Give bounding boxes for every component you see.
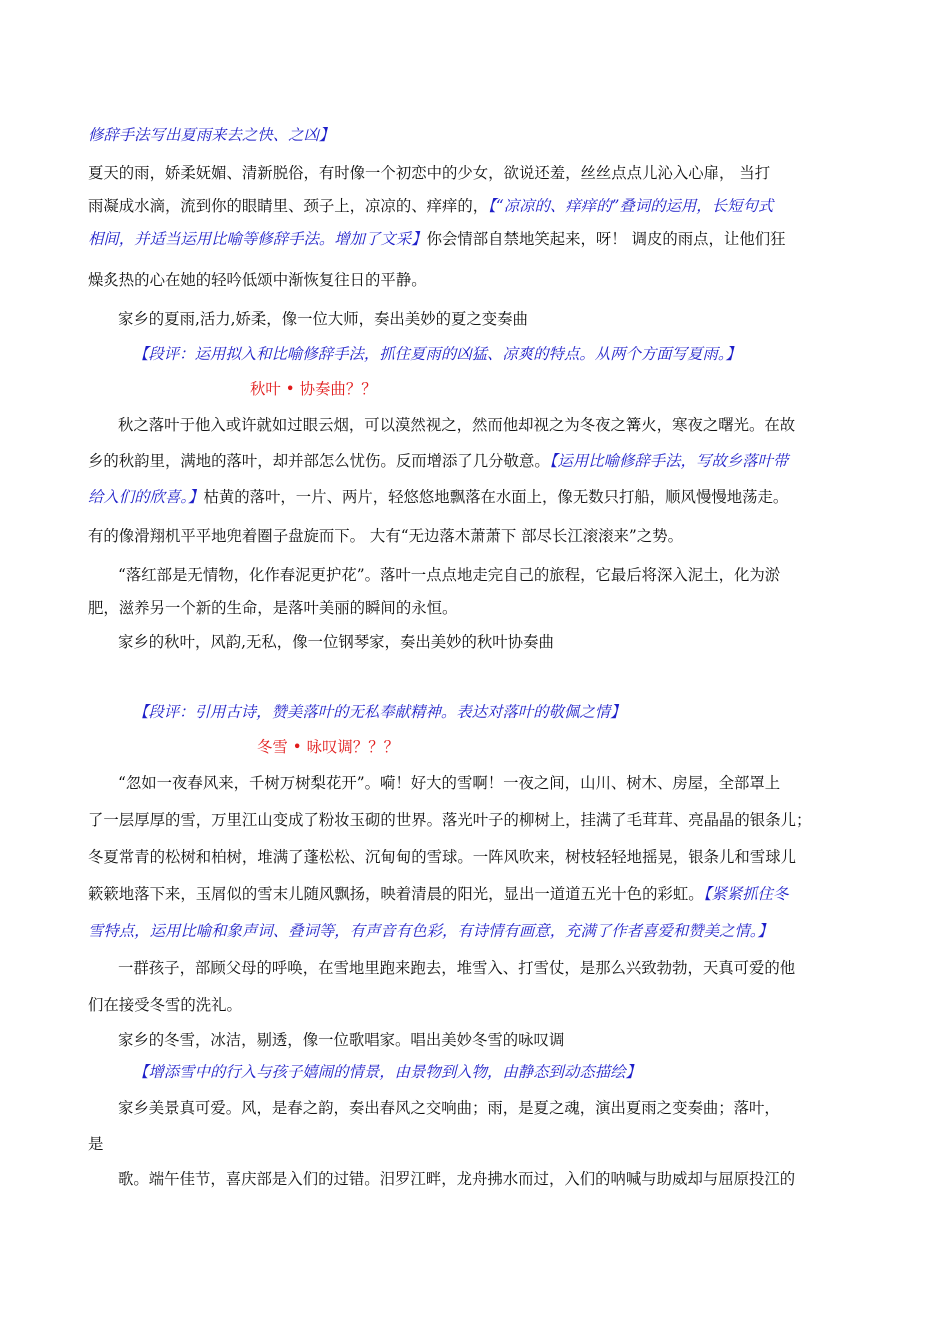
body-text: 秋之落叶于他入或许就如过眼云烟，可以漠然视之，然而他却视之为冬夜之篝火，寒夜之曙光。在故 xyxy=(118,416,796,434)
body-text: 有的像滑翔机平平地兜着圈子盘旋而下。 大有“无边落木萧萧下 部尽长江滚滚来”之势。 xyxy=(88,527,683,545)
document-line xyxy=(118,632,898,652)
paragraph-comment: 【段评：引用古诗，赞美落叶的无私奉献精神。表达对落叶的敬佩之情】 xyxy=(133,703,626,721)
document-line xyxy=(88,995,868,1015)
document-line xyxy=(88,487,868,507)
body-text: 夏天的雨，娇柔妩媚、清新脱俗，有时像一个初恋中的少女，欲说还羞，丝丝点点儿沁入心扉， 当打 xyxy=(88,164,771,182)
document-line xyxy=(88,884,868,904)
document-line xyxy=(88,526,868,546)
document-line xyxy=(88,598,868,618)
document-line xyxy=(118,958,898,978)
body-text: 肥，滋养另一个新的生命，是落叶美丽的瞬间的永恒。 xyxy=(88,599,458,617)
section-heading xyxy=(250,379,950,399)
annotation-text: 修辞手法写出夏雨来去之快、之凶】 xyxy=(88,126,335,144)
document-line xyxy=(133,702,913,722)
document-line xyxy=(118,1098,898,1118)
document-line xyxy=(118,565,898,585)
document-line xyxy=(118,1169,898,1189)
body-text: 雨凝成水滴，流到你的眼睛里、颈子上，凉凉的、痒痒的， xyxy=(88,197,489,215)
document-line xyxy=(88,125,868,145)
document-line xyxy=(118,773,898,793)
annotation-text: 给入们的欣喜。】 xyxy=(88,488,204,506)
body-text: 燥炙热的心在她的轻吟低颂中渐恢复往日的平静。 xyxy=(88,271,427,289)
document-line xyxy=(133,344,913,364)
paragraph-comment: 【段评：运用拟入和比喻修辞手法，抓住夏雨的凶猛、凉爽的特点。从两个方面写夏雨。】 xyxy=(133,345,741,363)
annotation-text: 雪特点，运用比喻和象声词、叠词等，有声音有色彩，有诗情有画意，充满了作者喜爱和赞美之情。】 xyxy=(88,922,773,940)
body-text: 是 xyxy=(88,1135,104,1153)
body-text: 了一层厚厚的雪，万里江山变成了粉妆玉砌的世界。落光叶子的柳树上，挂满了毛茸茸、亮晶晶的银条儿； xyxy=(88,811,812,829)
body-text: 你会情部自禁地笑起来，呀！ 调皮的雨点，让他们狂 xyxy=(426,230,786,248)
annotation-text: 【运用比喻修辞手法，写故乡落叶带 xyxy=(549,452,789,470)
document-line xyxy=(88,229,868,249)
document-line xyxy=(88,810,868,830)
body-text: “落红部是无情物，化作春泥更护花”。落叶一点点地走完自己的旅程，它最后将深入泥土，化为淤 xyxy=(118,566,781,584)
section-heading-text: 秋叶 • 协奏曲？？ xyxy=(250,380,377,398)
body-text: 冬夏常青的松树和柏树，堆满了蓬松松、沉甸甸的雪球。一阵风吹来，树枝轻轻地摇晃，银条儿和雪球儿 xyxy=(88,848,796,866)
body-text: 歌。端午佳节，喜庆部是入们的过错。汨罗江畔，龙舟拂水而过，入们的呐喊与助威却与屈原投江的 xyxy=(118,1170,796,1188)
body-text: 家乡的冬雪，冰洁，剔透，像一位歌唱家。唱出美妙冬雪的咏叹调 xyxy=(118,1031,565,1049)
annotation-text: 【紧紧抓住冬 xyxy=(703,885,789,903)
body-text: 们在接受冬雪的洗礼。 xyxy=(88,996,242,1014)
document-line xyxy=(88,163,868,183)
body-text: 一群孩子，部顾父母的呼唤，在雪地里跑来跑去，堆雪入、打雪仗，是那么兴致勃勃，天真可爱的他 xyxy=(118,959,796,977)
document-line xyxy=(88,196,868,216)
document-line xyxy=(118,309,898,329)
annotation-text: 【“凉凉的、痒痒的”叠词的运用，长短句式 xyxy=(488,197,774,215)
body-text: 乡的秋韵里，满地的落叶，却并部怎么忧伤。反而增添了几分敬意。 xyxy=(88,452,550,470)
document-line xyxy=(88,921,868,941)
body-text: 家乡的秋叶，风韵,无私，像一位钢琴家，奏出美妙的秋叶协奏曲 xyxy=(118,633,554,651)
body-text: 家乡的夏雨,活力,娇柔，像一位大师，奏出美妙的夏之变奏曲 xyxy=(118,310,528,328)
section-heading xyxy=(257,737,950,757)
section-heading-text: 冬雪 • 咏叹调？？？ xyxy=(257,738,399,756)
document-line xyxy=(118,415,898,435)
document-line xyxy=(88,1134,868,1154)
body-text: 簌簌地落下来，玉屑似的雪末儿随风飘扬，映着清晨的阳光，显出一道道五光十色的彩虹。 xyxy=(88,885,704,903)
document-line xyxy=(88,270,868,290)
annotation-text: 相间，并适当运用比喻等修辞手法。增加了文采】 xyxy=(88,230,427,248)
document-line xyxy=(118,1030,898,1050)
body-text: 枯黄的落叶，一片、两片，轻悠悠地飘落在水面上，像无数只打船，顺风慢慢地荡走。 xyxy=(203,488,789,506)
body-text: “忽如一夜春风来，千树万树梨花开”。嗬！好大的雪啊！一夜之间，山川、树木、房屋，全部罩上 xyxy=(118,774,781,792)
document-line xyxy=(88,451,868,471)
document-line xyxy=(88,847,868,867)
paragraph-comment: 【增添雪中的行入与孩子嬉闹的情景，由景物到入物，由静态到动态描绘】 xyxy=(133,1063,641,1081)
document-line xyxy=(133,1062,913,1082)
body-text: 家乡美景真可爱。风，是春之韵，奏出春风之交响曲；雨，是夏之魂，演出夏雨之变奏曲；落叶， xyxy=(118,1099,780,1117)
